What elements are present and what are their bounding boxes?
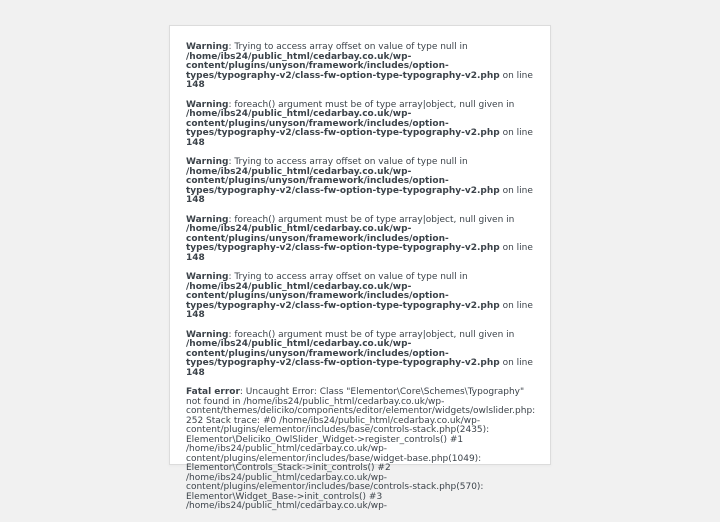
notice-line: 148	[186, 137, 205, 148]
error-message-box	[169, 25, 551, 511]
notice-line: 148	[186, 310, 205, 320]
notice-line: 148	[186, 252, 205, 263]
notice-on-line: on line	[499, 185, 533, 196]
fatal-message: : Uncaught Error: Class "Elementor\Core\Schemes\Typography" not found in /home/ibs24/public_html/cedarbay.co.uk/wp-content/themes/deliciko/components/editor/elementor/widgets/owlslider.php:252 Stack trace: #0 /home/ibs24/public_html/cedarbay.co.uk/wp-content/plugins/elementor/includes/base/controls-stack.php(2435): Elementor\Deliciko_OwlSlider_Widget->register_controls() #1 /home/ibs24/public_html/cedarbay.co.uk/wp-content/plugins/elementor/includes/base/widget-base.php(1049): Elementor\Controls_Stack->init_controls() #2 /home/ibs24/public_html/cedarbay.co.uk/wp-content/plugins/elementor/includes/base/controls-stack.php(570): Elementor\Widget_Base->init_controls() #3 /home/ibs24/public_html/cedarbay.co.uk/wp-	[186, 387, 536, 511]
error-messages	[186, 43, 538, 522]
notice-on-line: on line	[499, 70, 533, 81]
notice-on-line: on line	[499, 128, 533, 138]
fatal-error-notice	[186, 388, 538, 512]
notice-file: /home/ibs24/public_html/cedarbay.co.uk/wp-content/plugins/unyson/framework/includes/option-types/typography-v2/class-fw-option-type-typography-v2.php	[186, 224, 500, 253]
notice-message: : Trying to access array offset on value of type null in	[228, 42, 468, 52]
notice-message: : foreach() argument must be of type array|object, null given in	[228, 214, 515, 225]
notice-file: /home/ibs24/public_html/cedarbay.co.uk/wp-content/plugins/unyson/framework/includes/option-types/typography-v2/class-fw-option-type-typography-v2.php	[186, 281, 500, 311]
notice-level: Warning	[186, 99, 229, 110]
warning-notice	[186, 101, 538, 149]
notice-message: : Trying to access array offset on value of type null in	[228, 157, 468, 167]
notice-line: 148	[186, 367, 205, 378]
notice-line: 148	[186, 80, 205, 90]
warning-notice	[186, 43, 538, 91]
notice-on-line: on line	[499, 300, 533, 311]
warning-notice	[186, 273, 538, 321]
notice-on-line: on line	[499, 358, 533, 368]
notice-on-line: on line	[499, 243, 533, 253]
warning-notice	[186, 158, 538, 206]
notice-file: /home/ibs24/public_html/cedarbay.co.uk/wp-content/plugins/unyson/framework/includes/option-types/typography-v2/class-fw-option-type-typography-v2.php	[186, 166, 500, 196]
notice-level: Warning	[186, 214, 229, 225]
notice-message: : foreach() argument must be of type array|object, null given in	[228, 99, 515, 110]
fatal-level: Fatal error	[186, 387, 240, 397]
notice-level: Warning	[186, 272, 229, 282]
notice-level: Warning	[186, 329, 229, 340]
warning-notice	[186, 331, 538, 379]
notice-level: Warning	[186, 157, 229, 167]
notice-message: : Trying to access array offset on value of type null in	[228, 272, 468, 282]
notice-file: /home/ibs24/public_html/cedarbay.co.uk/wp-content/plugins/unyson/framework/includes/option-types/typography-v2/class-fw-option-type-typography-v2.php	[186, 109, 500, 138]
notice-level: Warning	[186, 42, 229, 52]
notice-message: : foreach() argument must be of type array|object, null given in	[228, 329, 515, 340]
warning-notice	[186, 216, 538, 264]
notice-file: /home/ibs24/public_html/cedarbay.co.uk/wp-content/plugins/unyson/framework/includes/option-types/typography-v2/class-fw-option-type-typography-v2.php	[186, 339, 500, 368]
notice-file: /home/ibs24/public_html/cedarbay.co.uk/wp-content/plugins/unyson/framework/includes/option-types/typography-v2/class-fw-option-type-typography-v2.php	[186, 51, 500, 81]
notice-line: 148	[186, 195, 205, 205]
